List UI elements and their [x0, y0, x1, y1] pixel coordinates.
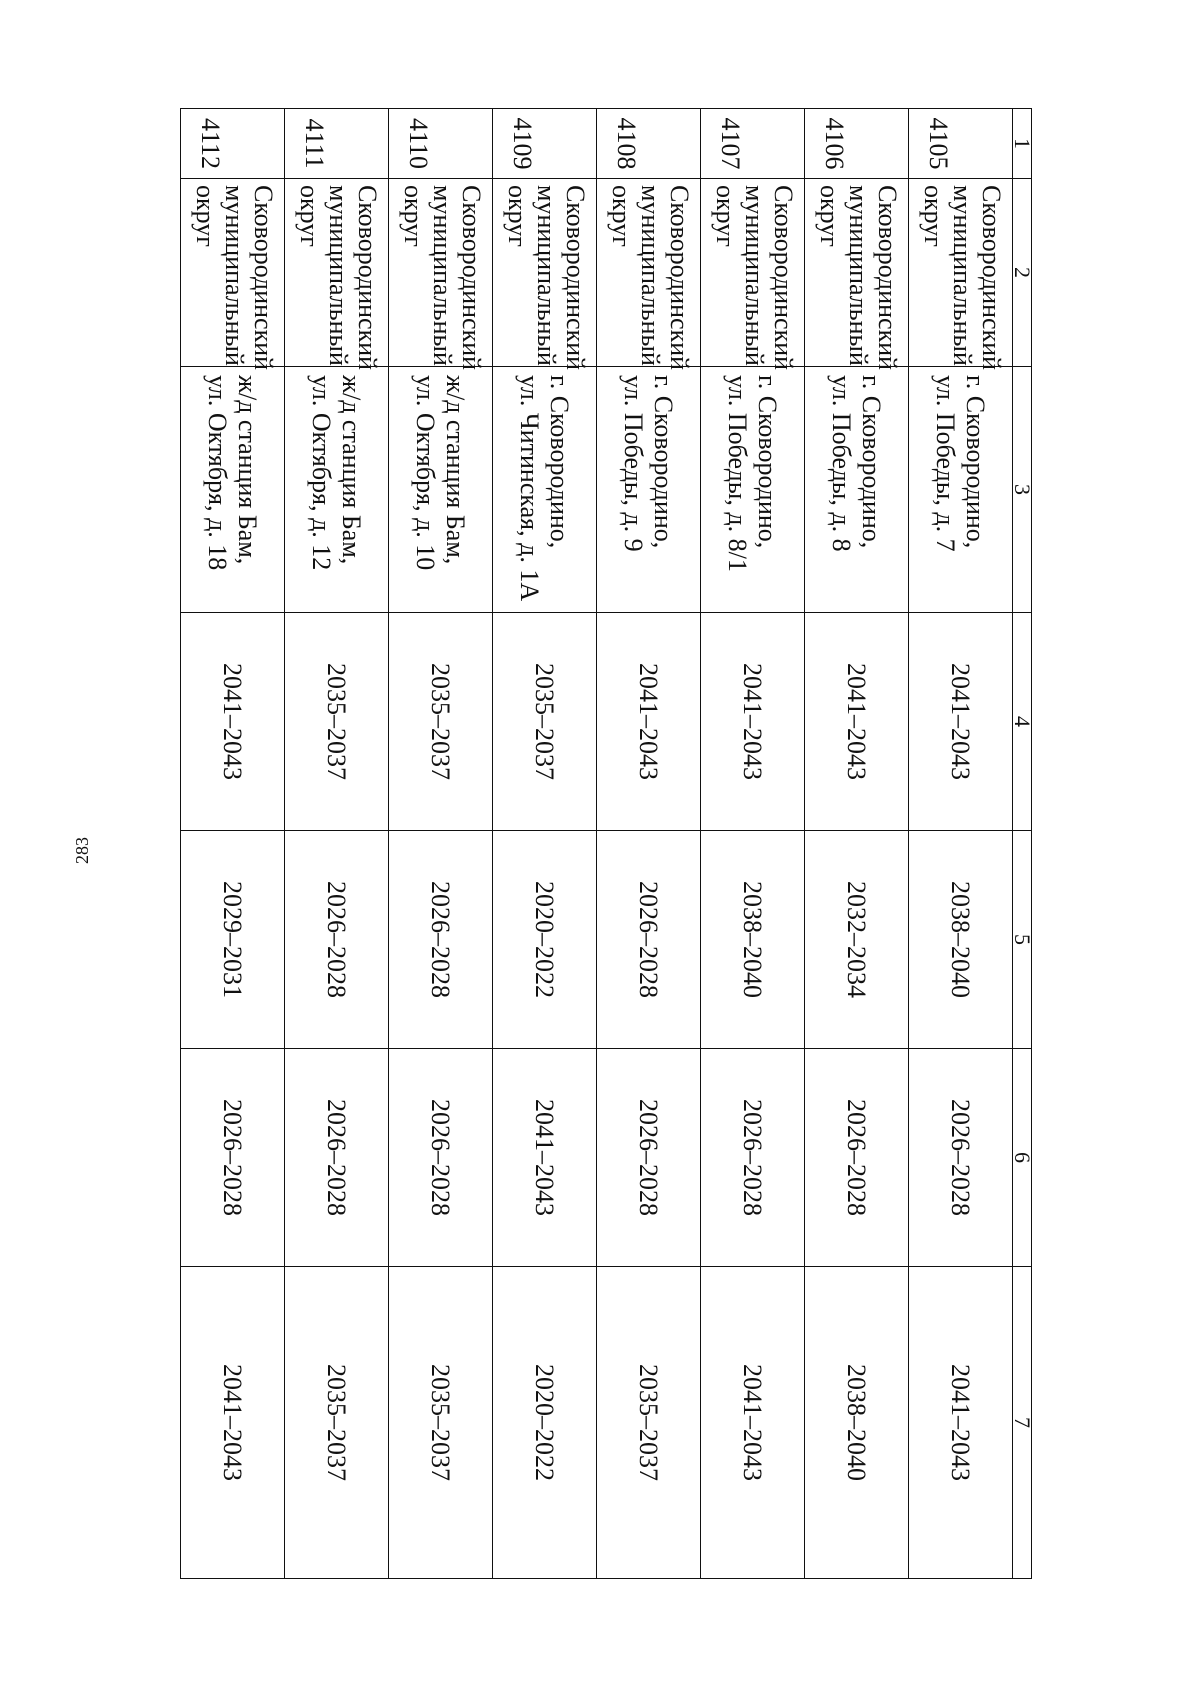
period-cell-c7: 2041–2043 [181, 1267, 285, 1579]
table-row [181, 109, 285, 1579]
period-cell-c4: 2041–2043 [701, 613, 805, 831]
address-line: г. Сковородино, [753, 375, 783, 549]
period-cell-c5: 2038–2040 [701, 831, 805, 1049]
address-line: ул. Победы, д. 8 [827, 375, 857, 552]
district-line: округ [815, 185, 844, 247]
district-cell [805, 179, 909, 371]
address-cell [597, 367, 701, 613]
address-line: ж/д станция Бам, [441, 375, 471, 565]
period-cell-c6: 2026–2028 [701, 1049, 805, 1267]
page-number: 283 [72, 837, 92, 864]
district-line: Сковородинский [561, 185, 590, 371]
table-container [180, 108, 1035, 1578]
district-line: Сковородинский [353, 185, 382, 371]
period-cell-c7: 2038–2040 [805, 1267, 909, 1579]
district-line: Сковородинский [977, 185, 1006, 371]
district-line: округ [191, 185, 220, 247]
district-line: муниципальный [324, 185, 353, 366]
district-line: муниципальный [428, 185, 457, 366]
address-line: ул. Октября, д. 18 [203, 375, 233, 571]
table-row [493, 109, 597, 1579]
district-line: муниципальный [740, 185, 769, 366]
period-cell-c4: 2041–2043 [597, 613, 701, 831]
address-cell [493, 367, 597, 613]
district-line: Сковородинский [249, 185, 278, 371]
table-body [181, 109, 1013, 1579]
period-cell-c7: 2035–2037 [597, 1267, 701, 1579]
period-cell-c6: 2026–2028 [597, 1049, 701, 1267]
district-line: муниципальный [636, 185, 665, 366]
header-row [1013, 109, 1032, 1579]
district-line: муниципальный [220, 185, 249, 366]
address-cell [909, 367, 1013, 613]
table-row [597, 109, 701, 1579]
district-line: округ [399, 185, 428, 247]
address-cell [805, 367, 909, 613]
period-cell-c4: 2035–2037 [285, 613, 389, 831]
district-line: округ [919, 185, 948, 247]
district-line: округ [711, 185, 740, 247]
row-number-cell: 4106 [805, 109, 909, 179]
period-cell-c7: 2041–2043 [909, 1267, 1013, 1579]
table-row [285, 109, 389, 1579]
period-cell-c5: 2029–2031 [181, 831, 285, 1049]
period-cell-c4: 2035–2037 [389, 613, 493, 831]
column-header-3: 3 [1013, 367, 1032, 613]
period-cell-c6: 2026–2028 [181, 1049, 285, 1267]
period-cell-c5: 2038–2040 [909, 831, 1013, 1049]
address-cell [285, 367, 389, 613]
column-header-4: 4 [1013, 613, 1032, 831]
district-line: округ [503, 185, 532, 247]
table-row [701, 109, 805, 1579]
address-cell [181, 367, 285, 613]
table-row [909, 109, 1013, 1579]
period-cell-c5: 2026–2028 [597, 831, 701, 1049]
period-cell-c7: 2035–2037 [285, 1267, 389, 1579]
column-header-5: 5 [1013, 831, 1032, 1049]
row-number-cell: 4111 [285, 109, 389, 179]
period-cell-c7: 2020–2022 [493, 1267, 597, 1579]
district-line: муниципальный [532, 185, 561, 366]
period-cell-c6: 2026–2028 [285, 1049, 389, 1267]
table-row [805, 109, 909, 1579]
period-cell-c6: 2026–2028 [389, 1049, 493, 1267]
address-line: ул. Октября, д. 10 [411, 375, 441, 571]
column-header-7: 7 [1013, 1267, 1032, 1579]
column-header-1: 1 [1013, 109, 1032, 179]
district-line: округ [607, 185, 636, 247]
district-line: Сковородинский [873, 185, 902, 371]
period-cell-c4: 2041–2043 [805, 613, 909, 831]
district-cell [701, 179, 805, 371]
district-cell [389, 179, 493, 371]
address-line: ул. Читинская, д. 1А [515, 375, 545, 602]
table-row [389, 109, 493, 1579]
address-line: г. Сковородино, [649, 375, 679, 549]
row-number-cell: 4105 [909, 109, 1013, 179]
column-header-6: 6 [1013, 1049, 1032, 1267]
district-cell [909, 179, 1013, 371]
district-line: муниципальный [948, 185, 977, 366]
period-cell-c7: 2035–2037 [389, 1267, 493, 1579]
period-cell-c5: 2026–2028 [389, 831, 493, 1049]
district-line: Сковородинский [769, 185, 798, 371]
address-line: ж/д станция Бам, [337, 375, 367, 565]
row-number-cell: 4107 [701, 109, 805, 179]
row-number-cell: 4108 [597, 109, 701, 179]
period-cell-c4: 2041–2043 [181, 613, 285, 831]
district-line: округ [295, 185, 324, 247]
district-cell [493, 179, 597, 371]
address-cell [389, 367, 493, 613]
address-line: ул. Победы, д. 9 [619, 375, 649, 552]
period-cell-c5: 2020–2022 [493, 831, 597, 1049]
district-line: Сковородинский [457, 185, 486, 371]
period-cell-c5: 2032–2034 [805, 831, 909, 1049]
period-cell-c4: 2035–2037 [493, 613, 597, 831]
period-cell-c5: 2026–2028 [285, 831, 389, 1049]
period-cell-c4: 2041–2043 [909, 613, 1013, 831]
row-number-cell: 4109 [493, 109, 597, 179]
address-line: ул. Октября, д. 12 [307, 375, 337, 571]
district-cell [181, 179, 285, 371]
period-cell-c6: 2041–2043 [493, 1049, 597, 1267]
address-line: г. Сковородино, [857, 375, 887, 549]
address-line: ж/д станция Бам, [233, 375, 263, 565]
row-number-cell: 4112 [181, 109, 285, 179]
district-cell [597, 179, 701, 371]
column-header-2: 2 [1013, 179, 1032, 367]
address-line: г. Сковородино, [545, 375, 575, 549]
district-cell [285, 179, 389, 371]
district-line: Сковородинский [665, 185, 694, 371]
address-line: ул. Победы, д. 8/1 [723, 375, 753, 572]
period-cell-c7: 2041–2043 [701, 1267, 805, 1579]
address-line: г. Сковородино, [961, 375, 991, 549]
address-cell [701, 367, 805, 613]
address-line: ул. Победы, д. 7 [931, 375, 961, 552]
data-table [180, 108, 1035, 1579]
district-line: муниципальный [844, 185, 873, 366]
period-cell-c6: 2026–2028 [909, 1049, 1013, 1267]
period-cell-c6: 2026–2028 [805, 1049, 909, 1267]
row-number-cell: 4110 [389, 109, 493, 179]
table-header [1010, 109, 1035, 1579]
